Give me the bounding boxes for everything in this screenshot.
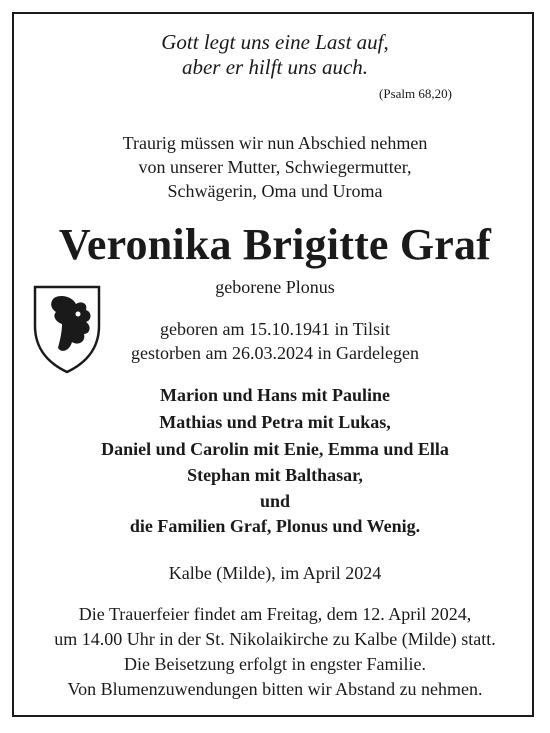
intro-line-2: von unserer Mutter, Schwiegermutter, [138, 157, 412, 177]
notice-line-1: Die Trauerfeier findet am Freitag, dem 12. April 2024, [78, 604, 472, 624]
verse-line-2: aber er hilft uns auch. [181, 55, 369, 79]
mourner-line-6: die Familien Graf, Plonus und Wenig. [129, 516, 421, 536]
mourner-line-1: Marion und Hans mit Pauline [159, 385, 391, 405]
intro-line-3: Schwägerin, Oma und Uroma [167, 181, 383, 201]
notice-line-4: Von Blumenzuwendungen bitten wir Abstand zu nehmen. [67, 679, 483, 699]
notice-line-3: Die Beisetzung erfolgt in engster Familie. [124, 654, 426, 674]
mourner-line-4: Stephan mit Balthasar, [187, 465, 363, 485]
death-info: gestorben am 26.03.2024 in Gardelegen [131, 343, 419, 363]
mourner-line-5: und [259, 491, 291, 511]
deceased-name: Veronika Brigitte Graf [58, 220, 492, 269]
mourner-line-3: Daniel und Carolin mit Enie, Emma und Ella [101, 439, 449, 459]
verse-source: (Psalm 68,20) [379, 86, 452, 101]
notice-line-2: um 14.00 Uhr in der St. Nikolaikirche zu Kalbe (Milde) statt. [54, 629, 496, 649]
birth-info: geboren am 15.10.1941 in Tilsit [159, 319, 390, 339]
intro-line-1: Traurig müssen wir nun Abschied nehmen [122, 133, 428, 153]
place-date: Kalbe (Milde), im April 2024 [168, 563, 382, 583]
mourner-line-2: Mathias und Petra mit Lukas, [159, 412, 391, 432]
verse-line-1: Gott legt uns eine Last auf, [161, 30, 389, 54]
maiden-name: geborene Plonus [215, 277, 335, 297]
